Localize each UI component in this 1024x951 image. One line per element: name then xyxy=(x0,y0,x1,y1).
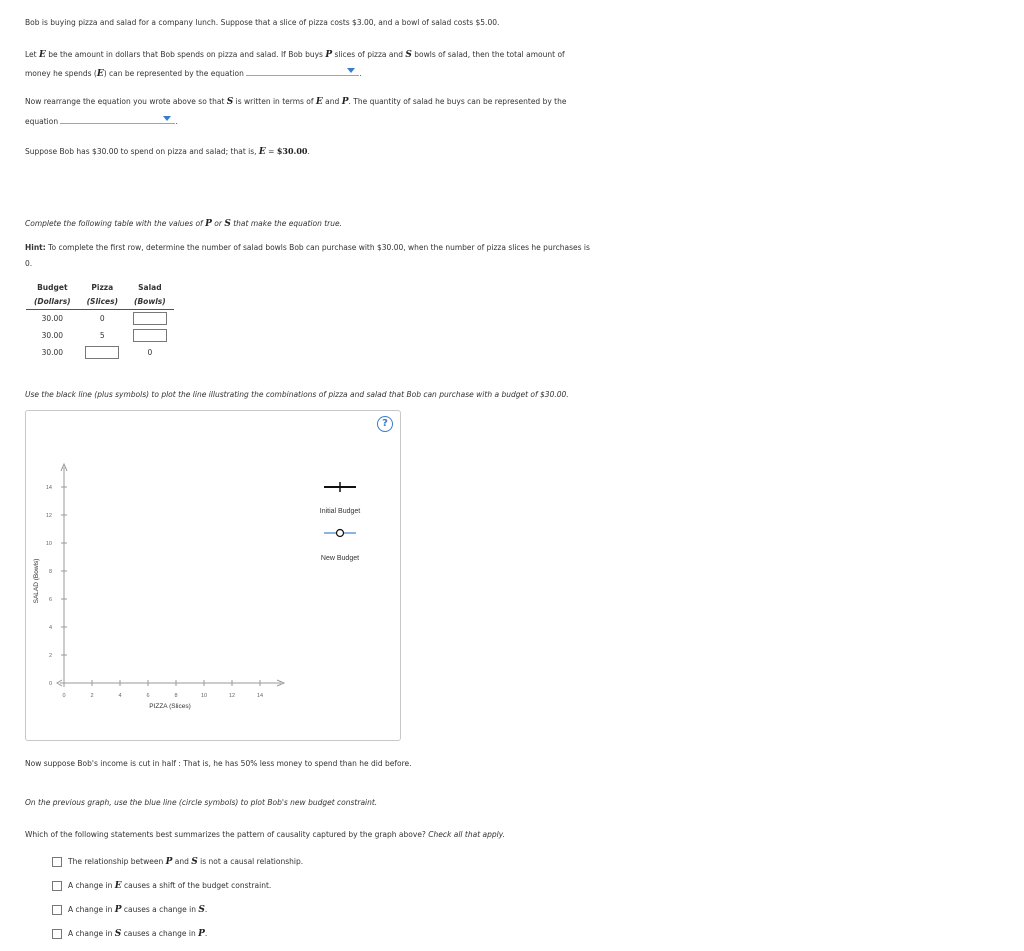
var-p: P xyxy=(325,50,333,60)
graph-axes xyxy=(33,464,284,710)
checkbox[interactable] xyxy=(52,905,62,915)
new-budget-instructions: On the previous graph, use the blue line (circle symbols) to plot Bob's new budget constraint. xyxy=(25,798,378,807)
var-e: E xyxy=(96,69,104,79)
q2-text: . The quantity of salad he buys can be represented by the xyxy=(348,97,567,106)
option-text: A change in xyxy=(68,929,115,938)
var-s: S xyxy=(114,929,122,939)
option-text: and xyxy=(172,857,192,866)
y-tick-label: 12 xyxy=(45,513,52,519)
question-hint: Check all that apply. xyxy=(428,830,505,839)
option-1[interactable] xyxy=(52,857,303,867)
col-subheader-pizza: (Slices) xyxy=(79,295,126,310)
instr-text: that make the equation true. xyxy=(230,219,343,228)
x-axis-label: PIZZA (Slices) xyxy=(149,703,191,710)
option-text: . xyxy=(204,929,208,938)
x-tick-label: 12 xyxy=(228,693,236,699)
y-tick-label: 2 xyxy=(48,653,52,659)
checkbox[interactable] xyxy=(52,857,62,867)
x-tick-label: 0 xyxy=(62,693,66,699)
option-text: causes a change in xyxy=(121,905,199,914)
var-e: E xyxy=(39,50,46,60)
q1-text: Let xyxy=(25,50,39,59)
x-tick-label: 4 xyxy=(118,693,122,699)
legend-initial-label: Initial Budget xyxy=(319,508,361,515)
x-tick-label: 8 xyxy=(174,693,178,699)
question-text: Which of the following statements best summarizes the pattern of causality captured by the graph above? xyxy=(25,830,429,839)
var-s: S xyxy=(224,219,231,229)
var-p: P xyxy=(205,219,212,229)
q1-text: ) can be represented by the equation xyxy=(103,69,244,78)
equals-sign: = xyxy=(265,147,277,156)
q1-text: slices of pizza and xyxy=(332,50,406,59)
y-tick-label: 10 xyxy=(45,541,52,547)
col-subheader-budget: (Dollars) xyxy=(26,295,79,310)
col-header-budget: Budget xyxy=(37,283,68,292)
option-4[interactable] xyxy=(52,929,207,939)
x-tick-label: 14 xyxy=(256,693,264,699)
legend[interactable] xyxy=(320,482,361,562)
var-e: E xyxy=(114,881,122,891)
option-text: A change in xyxy=(68,881,115,890)
option-text: causes a shift of the budget constraint. xyxy=(121,881,272,890)
budget-text: . xyxy=(307,147,310,156)
cell-pizza: 5 xyxy=(99,331,105,340)
cell-budget: 30.00 xyxy=(41,348,64,357)
var-p: P xyxy=(114,905,122,915)
var-p: P xyxy=(165,857,173,867)
causality-question xyxy=(25,830,505,839)
var-s: S xyxy=(405,50,412,60)
hint-label: Hint: xyxy=(25,243,46,252)
col-header-salad: Salad xyxy=(138,283,162,292)
x-tick-label: 6 xyxy=(146,693,150,699)
checkbox[interactable] xyxy=(52,881,62,891)
q1-text: money he spends ( xyxy=(25,69,97,78)
hint-line2: 0. xyxy=(25,259,33,268)
q1-text: . xyxy=(359,69,362,78)
col-subheader-salad: (Bowls) xyxy=(126,295,174,310)
var-p: P xyxy=(198,929,205,939)
x-tick-label: 2 xyxy=(90,693,94,699)
option-3[interactable] xyxy=(52,905,207,915)
income-cut-text: Now suppose Bob's income is cut in half : That is, he has 50% less money to spend than he did before. xyxy=(25,759,412,768)
x-tick-label: 10 xyxy=(200,693,208,699)
q2-text: is written in terms of xyxy=(233,97,316,106)
instr-text: Complete the following table with the values of xyxy=(25,219,206,228)
q1-text: bowls of salad, then the total amount of xyxy=(411,50,565,59)
option-text: is not a causal relationship. xyxy=(197,857,304,866)
cell-budget: 30.00 xyxy=(41,314,64,323)
option-text: causes a change in xyxy=(121,929,199,938)
y-tick-label: 14 xyxy=(45,485,52,491)
y-tick-label: 6 xyxy=(48,597,52,603)
option-text: . xyxy=(204,905,208,914)
graph-instructions: Use the black line (plus symbols) to plot the line illustrating the combinations of pizza and salad that Bob can purchase with a budget of $30.00. xyxy=(25,390,569,399)
cell-salad: 0 xyxy=(147,348,153,357)
option-text: The relationship between xyxy=(68,857,166,866)
legend-new-label: New Budget xyxy=(320,555,360,562)
q1-text: be the amount in dollars that Bob spends on pizza and salad. If Bob buys xyxy=(45,50,326,59)
budget-text: Suppose Bob has $30.00 to spend on pizza and salad; that is, xyxy=(25,147,259,156)
cell-budget: 30.00 xyxy=(41,331,64,340)
q2-text: equation xyxy=(25,117,59,126)
var-s: S xyxy=(191,857,198,867)
var-e: E xyxy=(315,97,323,107)
var-e: E xyxy=(258,147,266,157)
col-header-pizza: Pizza xyxy=(91,283,114,292)
y-tick-label: 8 xyxy=(48,569,52,575)
checkbox[interactable] xyxy=(52,929,62,939)
var-s: S xyxy=(198,905,205,915)
q2-text: Now rearrange the equation you wrote above so that xyxy=(25,97,227,106)
option-text: A change in xyxy=(68,905,115,914)
budget-value: $30.00 xyxy=(276,146,308,156)
var-s: S xyxy=(226,97,234,107)
y-tick-label: 0 xyxy=(48,681,52,687)
instr-text: or xyxy=(211,219,225,228)
y-axis-label: SALAD (Bowls) xyxy=(33,558,40,604)
var-p: P xyxy=(341,97,349,107)
option-2[interactable] xyxy=(52,881,271,891)
hint-text: To complete the first row, determine the number of salad bowls Bob can purchase with $30.00, when the number of pizza slices he purchases is xyxy=(45,243,590,252)
y-tick-label: 4 xyxy=(48,625,52,631)
q2-text: . xyxy=(175,117,178,126)
cell-pizza: 0 xyxy=(99,314,105,323)
q2-text: and xyxy=(322,97,342,106)
intro-text: Bob is buying pizza and salad for a company lunch. Suppose that a slice of pizza costs $3.00, and a bowl of salad costs $5.00. xyxy=(25,18,500,27)
help-icon[interactable]: ? xyxy=(377,416,393,432)
circle-icon[interactable] xyxy=(337,530,344,537)
